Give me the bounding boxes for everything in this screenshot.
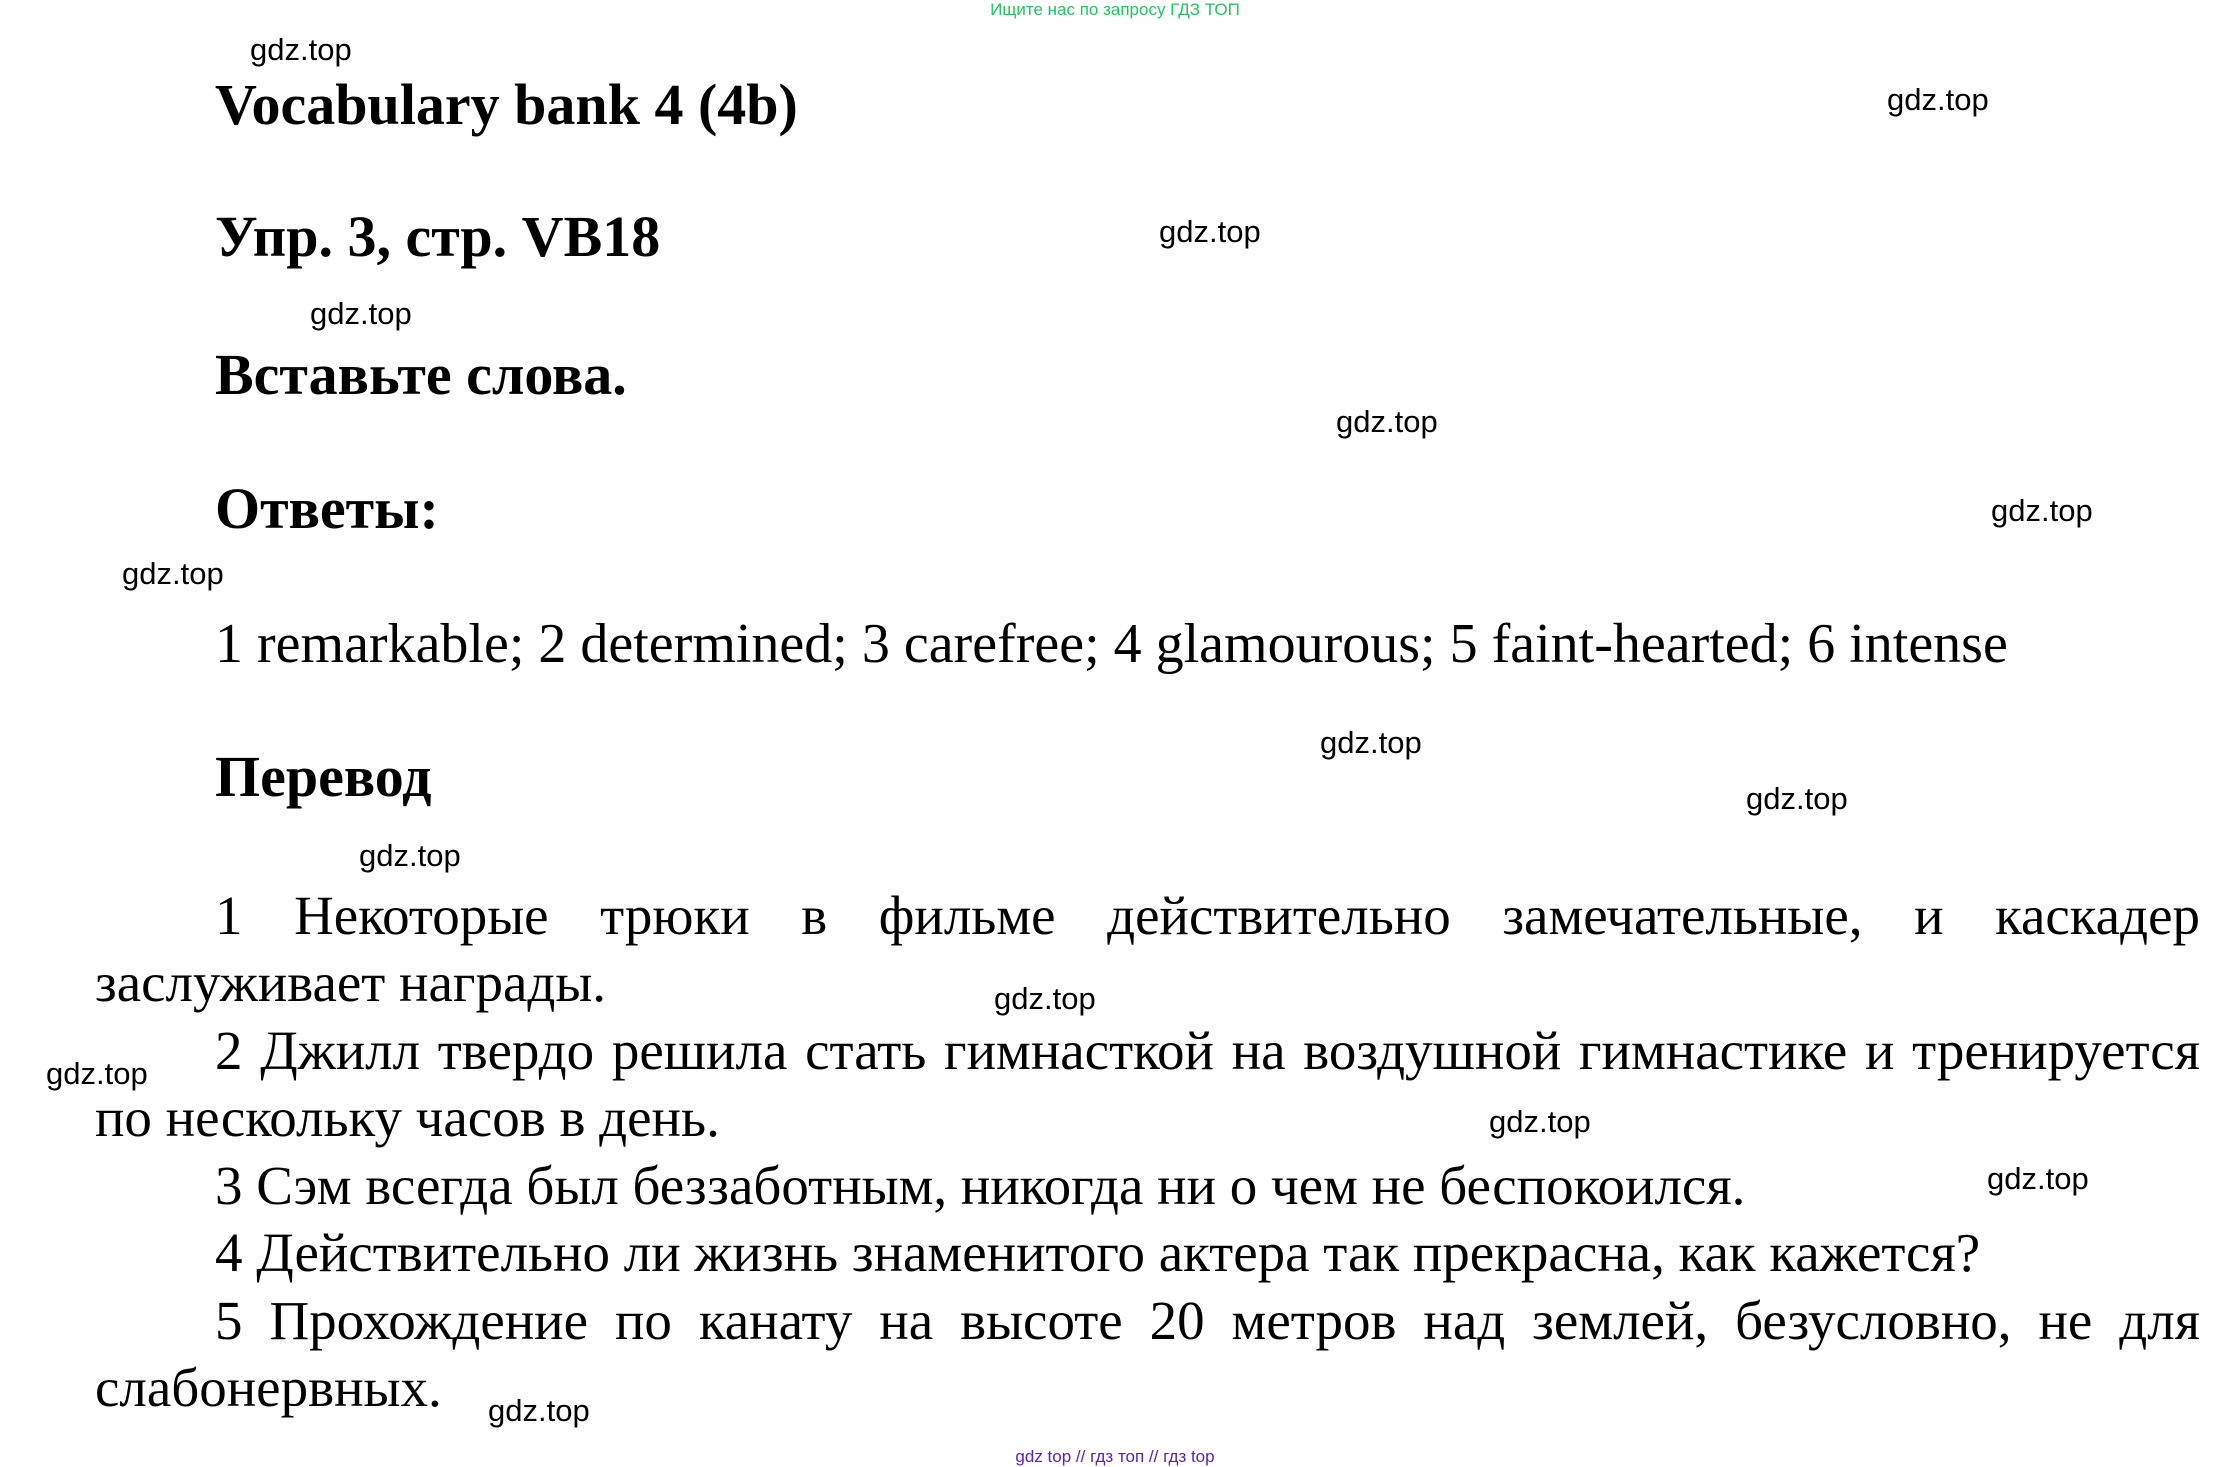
page-title: Vocabulary bank 4 (4b) bbox=[215, 72, 798, 137]
watermark: gdz.top bbox=[488, 1393, 590, 1428]
watermark: gdz.top bbox=[359, 838, 461, 873]
watermark: gdz.top bbox=[310, 296, 412, 331]
answers-heading: Ответы: bbox=[215, 476, 439, 541]
watermark: gdz.top bbox=[1746, 781, 1848, 816]
watermark: gdz.top bbox=[1887, 82, 1989, 117]
exercise-label: Упр. 3, стр. VB18 bbox=[215, 204, 661, 269]
task-label: Вставьте слова. bbox=[215, 342, 627, 407]
translation-item: 4 Действительно ли жизнь знаменитого актера так прекрасна, как кажется? bbox=[215, 1222, 1981, 1283]
watermark: gdz.top bbox=[46, 1056, 148, 1091]
watermark: gdz.top bbox=[1489, 1104, 1591, 1139]
watermark: gdz.top bbox=[1159, 214, 1261, 249]
translation-item: 2 Джилл твердо решила стать гимнасткой на воздушной гимнастике и тренируется по нескольку часов в день. bbox=[95, 1020, 2200, 1148]
watermark: gdz.top bbox=[1320, 725, 1422, 760]
watermark: gdz.top bbox=[250, 32, 352, 67]
watermark: gdz.top bbox=[1336, 404, 1438, 439]
watermark: gdz.top bbox=[994, 981, 1096, 1016]
translation-item: 1 Некоторые трюки в фильме действительно замечательные, и каскадер заслуживает награды. bbox=[95, 885, 2200, 1013]
watermark: gdz.top bbox=[122, 556, 224, 591]
translation-heading: Перевод bbox=[215, 744, 432, 809]
translation-item: 3 Сэм всегда был беззаботным, никогда ни о чем не беспокоился. bbox=[215, 1155, 1746, 1216]
translation-item: 5 Прохождение по канату на высоте 20 метров над землей, безусловно, не для слабонервных. bbox=[95, 1290, 2200, 1418]
watermark: gdz.top bbox=[1987, 1161, 2089, 1196]
footer-links: gdz top // гдз топ // гдз top bbox=[1015, 1447, 1215, 1466]
top-banner: Ищите нас по запросу ГДЗ ТОП bbox=[990, 0, 1240, 19]
watermark: gdz.top bbox=[1991, 493, 2093, 528]
answers-line: 1 remarkable; 2 determined; 3 carefree; 4 glamourous; 5 faint-hearted; 6 intense bbox=[215, 613, 2008, 675]
